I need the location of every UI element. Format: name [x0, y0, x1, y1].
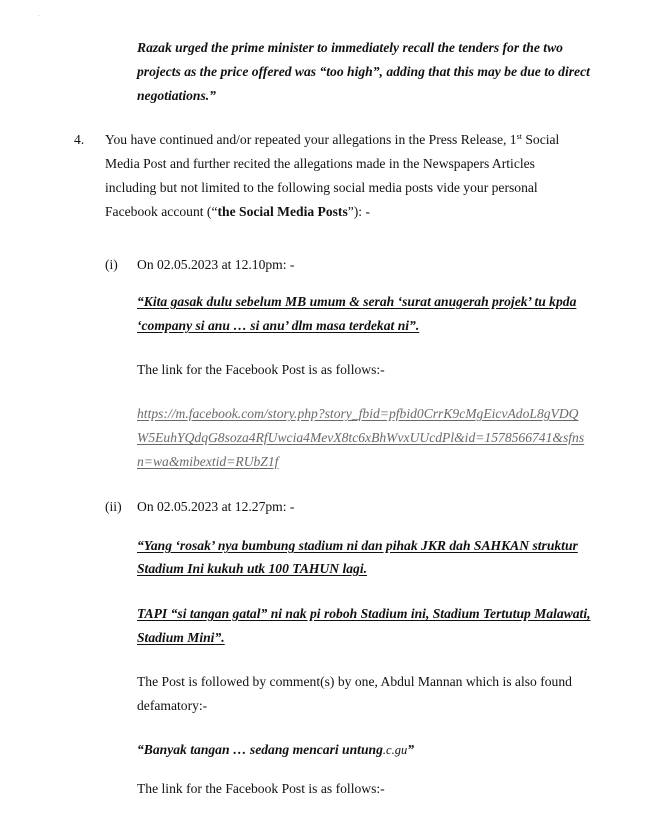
paragraph-4-line-1-text: You have continued and/or repeated your allegations in the Press Release, 1	[105, 132, 517, 147]
facebook-link-line-2[interactable]: W5EuhYQdqG8soza4RfUwcia4MevX8tc6xBhWvxUUcdPl&id=1578566741&sfns	[137, 430, 585, 445]
quote-intro-line-1	[137, 39, 575, 56]
comment-quote-close: ”	[407, 742, 414, 757]
item-ii-quote-2-line-2: Stadium Mini”.	[137, 630, 225, 645]
item-i-heading: On 02.05.2023 at 12.10pm: -	[137, 257, 295, 272]
facebook-link-line-1[interactable]: https://m.facebook.com/story.php?story_fbid=pfbid0CrrK9cMgEicvAdoL8gVDQ	[137, 406, 579, 421]
paragraph-4-line-4-c: ”): -	[347, 204, 371, 219]
item-ii-label: (ii)	[105, 499, 122, 514]
item-i-label: (i)	[105, 257, 118, 272]
paragraph-4-line-2: Media Post and further recited the allegations made in the Newspapers Articles	[105, 156, 535, 171]
comment-quote-suffix: .c.gu	[382, 743, 408, 757]
paragraph-4-line-4-a: Facebook account (“	[105, 204, 218, 219]
item-i-quote-line-1: “Kita gasak dulu sebelum MB umum & serah ‘surat anugerah projek’ tu kpda	[137, 294, 577, 309]
quote-intro-line-2: projects as the price offered was “too high”, adding that this may be due to direct	[137, 64, 590, 79]
paragraph-4-line-3: including but not limited to the following social media posts vide your personal	[105, 180, 538, 195]
paragraph-number: 4.	[74, 132, 85, 147]
page-marker: ·	[38, 12, 41, 20]
item-ii-quote-line-1: “Yang ‘rosak’ nya bumbung stadium ni dan pihak JKR dah SAHKAN struktur	[137, 538, 578, 553]
item-ii-quote-2-line-1: TAPI “si tangan gatal” ni nak pi roboh Stadium ini, Stadium Tertutup Malawati,	[137, 606, 591, 621]
defined-term: the Social Media Posts	[217, 204, 348, 219]
comment-quote	[137, 741, 414, 759]
item-ii-quote-line-2: Stadium Ini kukuh utk 100 TAHUN lagi.	[137, 561, 368, 576]
paragraph-4-line-1-end: Social	[521, 132, 560, 147]
item-ii-link-intro: The link for the Facebook Post is as follows:-	[137, 781, 385, 796]
item-i-quote-line-2: ‘company si anu … si anu’ dlm masa terdekat ni”.	[137, 318, 420, 333]
facebook-link-line-3[interactable]: n=wa&mibextid=RUbZ1f	[137, 454, 279, 469]
superscript-st: st	[516, 132, 522, 141]
paragraph-4-line-1	[105, 131, 559, 148]
item-i-link-intro: The link for the Facebook Post is as follows:-	[137, 362, 385, 377]
quote-intro-line-3: negotiations.”	[137, 88, 216, 103]
comment-quote-text: “Banyak tangan … sedang mencari untung	[137, 742, 383, 757]
item-ii-comment-line-2: defamatory:-	[137, 698, 208, 713]
quote-intro-text-1: Razak urged the prime minister to immediately recall the tenders for the two	[137, 40, 563, 55]
paragraph-4-line-4	[105, 203, 370, 220]
item-ii-comment-line-1: The Post is followed by comment(s) by one, Abdul Mannan which is also found	[137, 674, 572, 689]
item-ii-heading: On 02.05.2023 at 12.27pm: -	[137, 499, 295, 514]
